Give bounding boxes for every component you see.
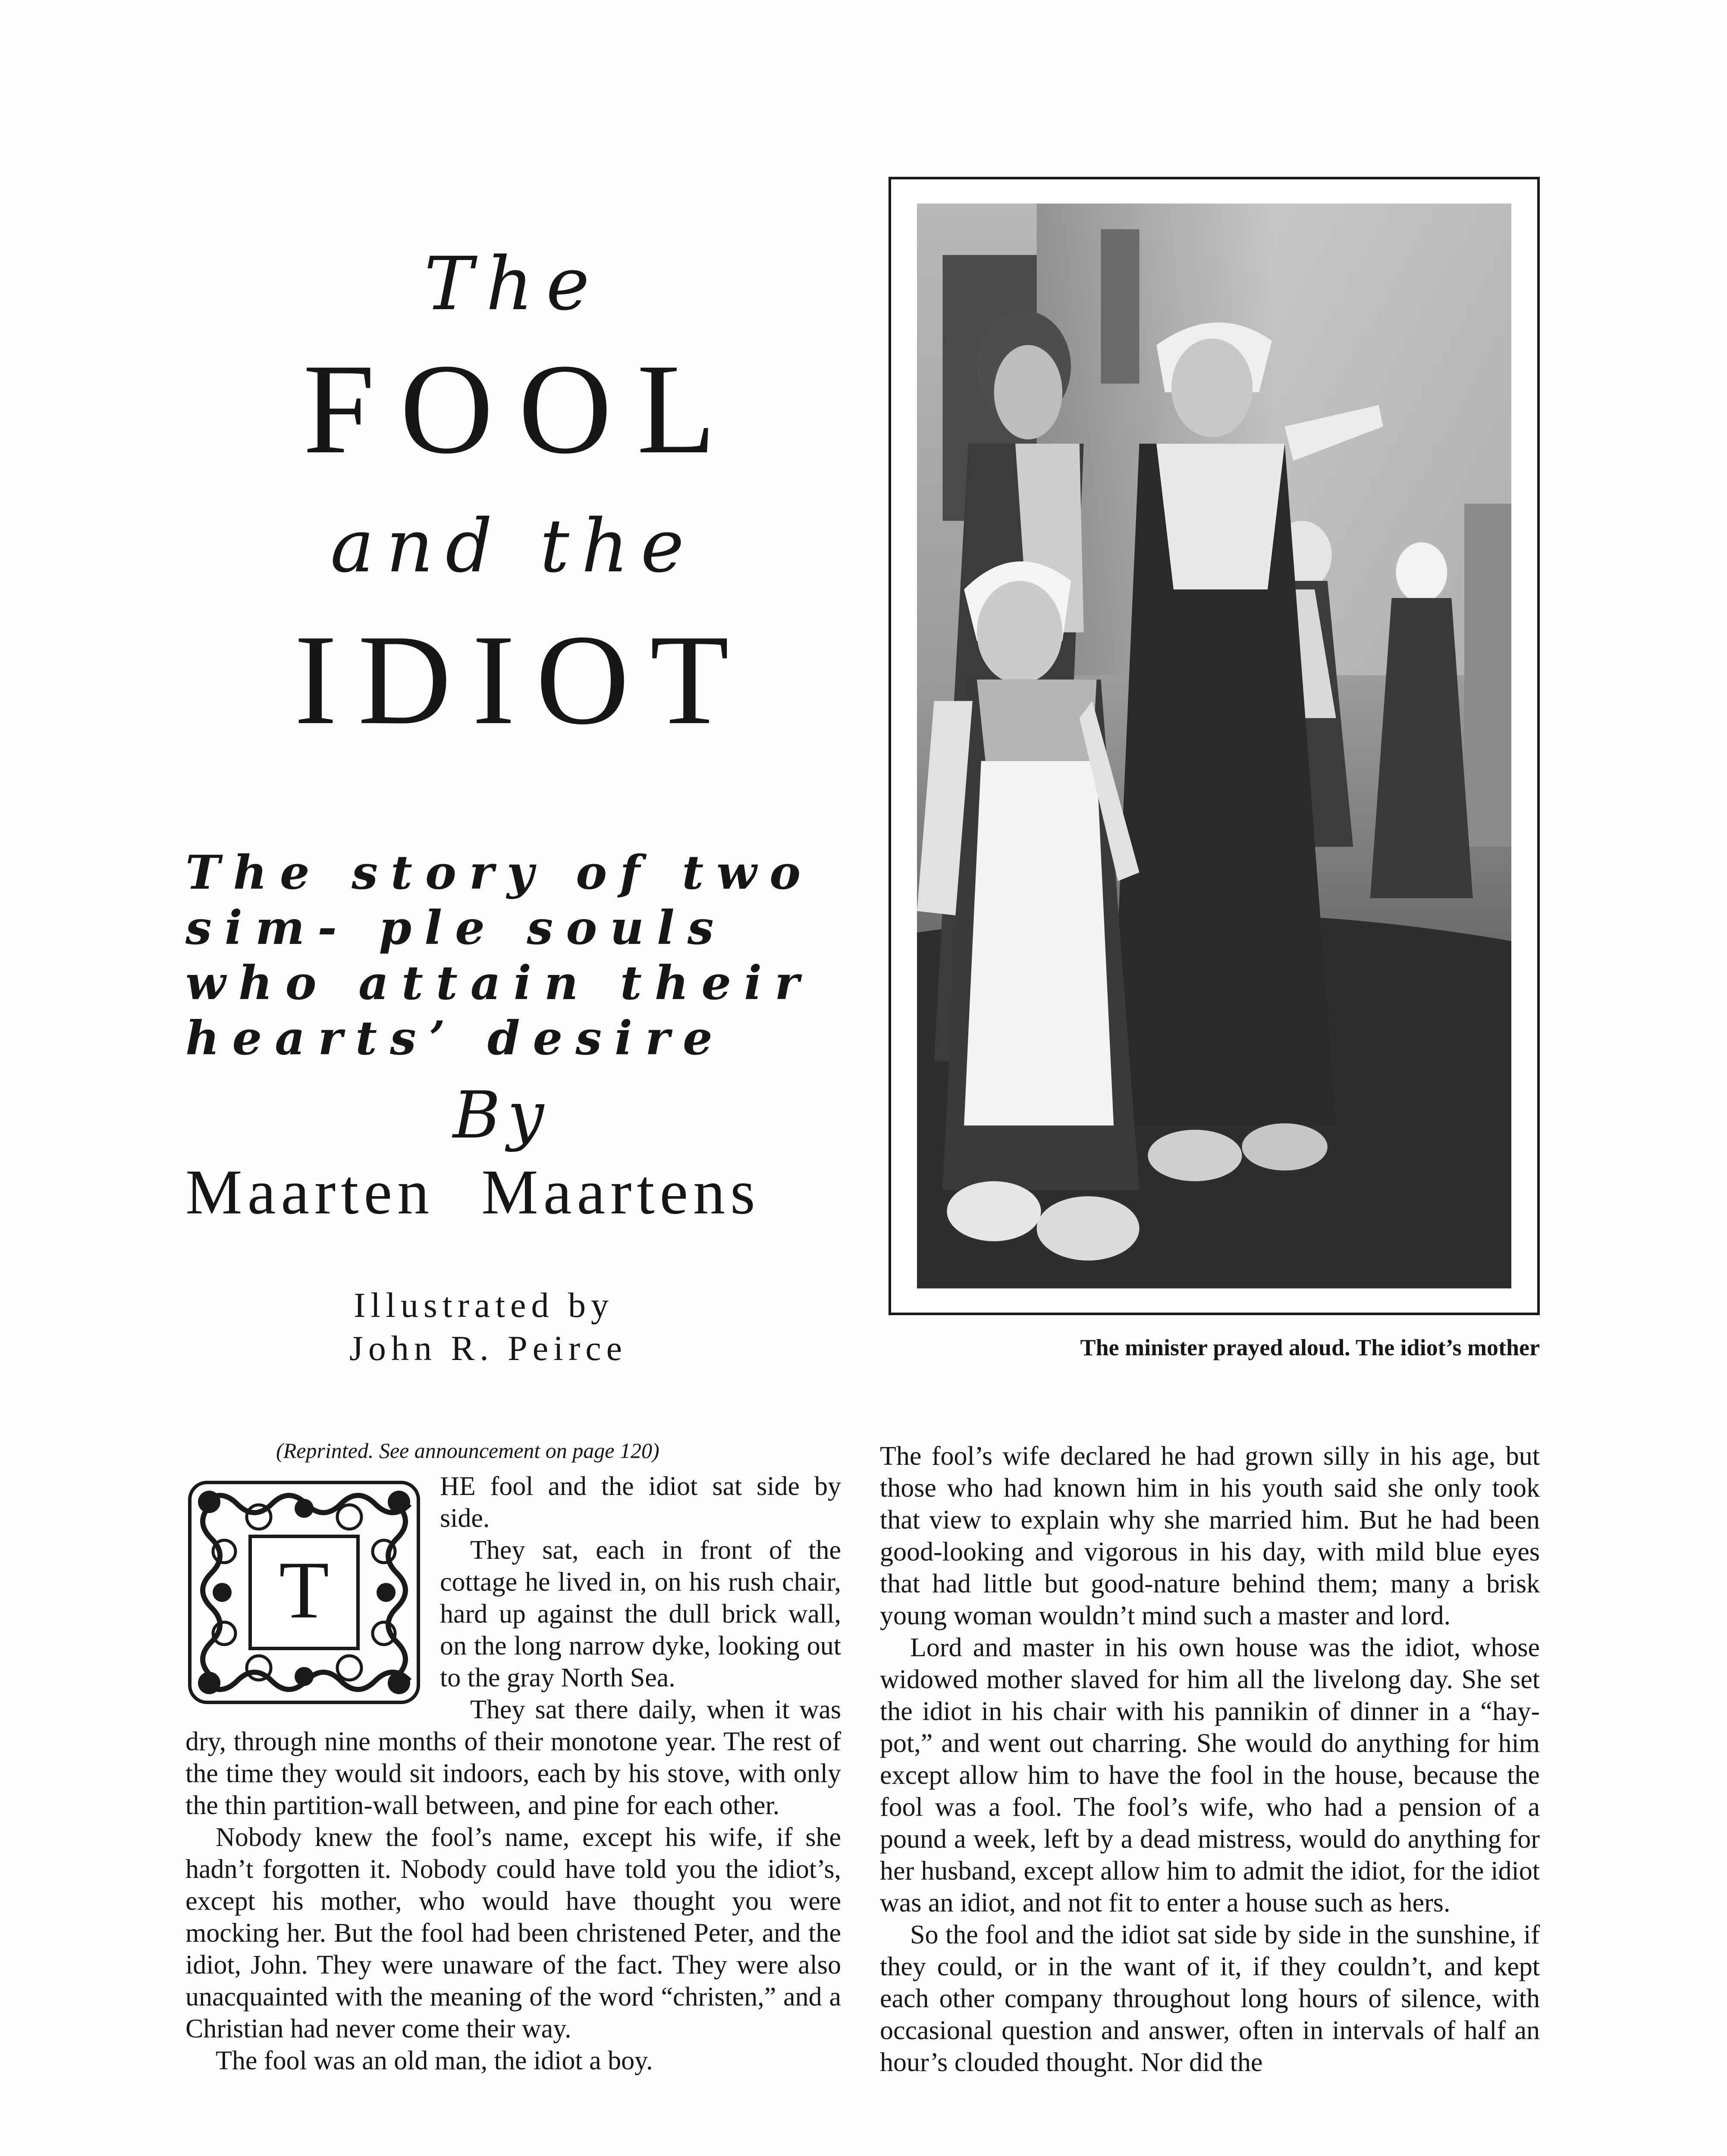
paragraph: They sat there daily, when it was dry, through nine months of their monotone year. The rest of the time they would sit indoors, each by his stove, with only the thin partition-wall between, and pine for each other. [185, 1695, 841, 1820]
author-name: Maarten Maartens [185, 1157, 760, 1228]
subtitle: The story of two sim- ple souls who attain their hearts’ desire [185, 846, 814, 1065]
paragraph: So the fool and the idiot sat side by side in the sunshine, if they could, or in the want of it, if they couldn’t, and kept each other company throughout long hours of silence, with occasional question and answer, often in intervals of half an hour’s clouded thought. Nor did the [880, 1920, 1540, 2077]
paragraph: They sat, each in front of the cottage he lived in, on his rush chair, hard up against the dull brick wall, on the long narrow dyke, looking out to the gray North Sea. [440, 1536, 841, 1692]
title-idiot: IDIOT [294, 608, 750, 751]
painting-of-women-in-dutch-dress [917, 204, 1511, 1288]
dropcap-letter: T [279, 1545, 330, 1636]
ornamental-dropcap [185, 1478, 423, 1707]
illustration-frame [889, 177, 1540, 1315]
title-the: The [424, 241, 603, 327]
article-column-left [185, 1470, 841, 2077]
illustrator-credit-line1: Illustrated by [354, 1285, 614, 1325]
illustration-caption: The minister prayed aloud. The idiot’s mother [1080, 1335, 1540, 1360]
paragraph: Lord and master in his own house was the idiot, whose widowed mother slaved for him all the livelong day. She set the idiot in his chair with his pannikin of dinner in a “hay-pot,” and went out charring. She would do anything for him except allow him to have the fool in the house, because the fool was a fool. The fool’s wife, who had a pension of a pound a week, left by a dead mistress, would do anything for her husband, except allow him to admit the idiot, for the idiot was an idiot, and not fit to enter a house such as hers. [880, 1633, 1540, 1918]
paragraph: The fool’s wife declared he had grown silly in his age, but those who had known him in his youth said she only took that view to explain why she married him. But he had been good-looking and vigorous in his day, with mild blue eyes that had little but good-nature behind them; many a brisk young woman wouldn’t mind such a master and lord. [880, 1442, 1540, 1630]
title-fool: FOOL [303, 337, 741, 480]
byline-by: By [453, 1078, 551, 1153]
paragraph: Nobody knew the fool’s name, except his wife, if she hadn’t forgotten it. Nobody could have told you the idiot’s, except his mother, who would have thought you were mocking her. But the fool had been christened Peter, and the idiot, John. They were unaware of the fact. They were also unacquainted with the meaning of the word “christen,” and a Christian had never come their way. [185, 1823, 841, 2043]
title-and-the: and the [330, 504, 697, 589]
paragraph: HE fool and the idiot sat side by side. [440, 1472, 841, 1533]
article-title [164, 241, 863, 751]
article-column-right [880, 1440, 1540, 2078]
illustrator-credit-line2: John R. Peirce [349, 1329, 627, 1368]
paragraph: The fool was an old man, the idiot a boy. [216, 2046, 653, 2075]
reprint-note: (Reprinted. See announcement on page 120) [276, 1438, 659, 1463]
illustration-image [917, 204, 1511, 1288]
